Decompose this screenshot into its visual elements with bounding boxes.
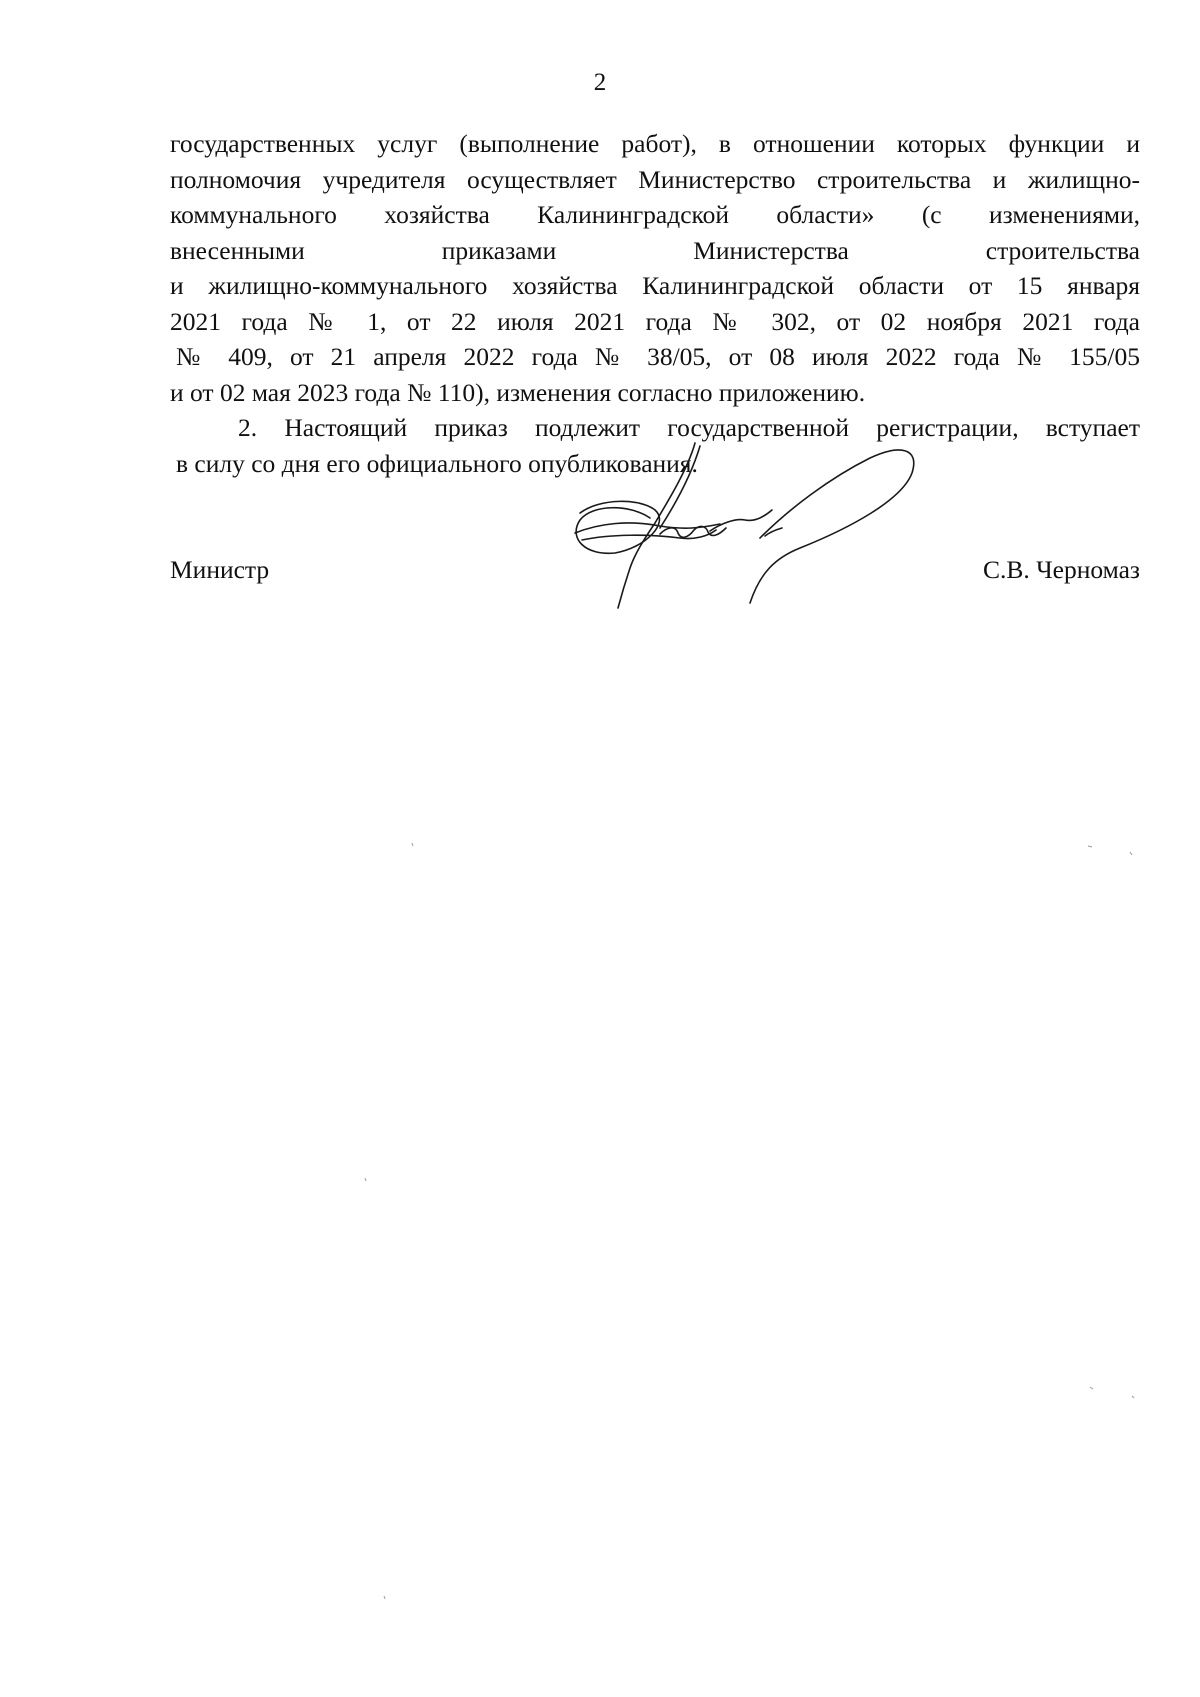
paragraph-1-line-5: и жилищно-коммунального хозяйства Калининградской области от 15 января <box>170 271 1140 300</box>
paragraph-1-line-3: коммунального хозяйства Калининградской области» (с изменениями, <box>170 200 1140 229</box>
paragraph-1-line-2: полномочия учредителя осуществляет Министерство строительства и жилищно- <box>170 164 1140 194</box>
signatory-role: Министр <box>170 555 270 584</box>
paragraph-2-line-2: в силу со дня его официального опубликования. <box>176 448 698 478</box>
paragraph-1-line-1: государственных услуг (выполнение работ), в отношении которых функции и <box>170 129 1140 158</box>
signatory-name: С.В. Черномаз <box>982 555 1140 584</box>
paragraph-1-line-6: 2021 года № 1, от 22 июля 2021 года № 302, от 02 ноября 2021 года <box>170 306 1140 336</box>
paragraph-1-line-4: внесенными приказами Министерства строительства <box>170 235 1140 265</box>
paragraph-1-line-8: и от 02 мая 2023 года № 110), изменения согласно приложению. <box>170 377 866 407</box>
paragraph-1-line-7: № 409, от 21 апреля 2022 года № 38/05, от 08 июля 2022 года № 155/05 <box>176 342 1140 371</box>
paragraph-2-line-1: 2. Настоящий приказ подлежит государственной регистрации, вступает <box>238 413 1140 442</box>
page-number: 2 <box>593 69 607 96</box>
document-body <box>170 126 1140 481</box>
handwritten-signature <box>560 438 960 618</box>
